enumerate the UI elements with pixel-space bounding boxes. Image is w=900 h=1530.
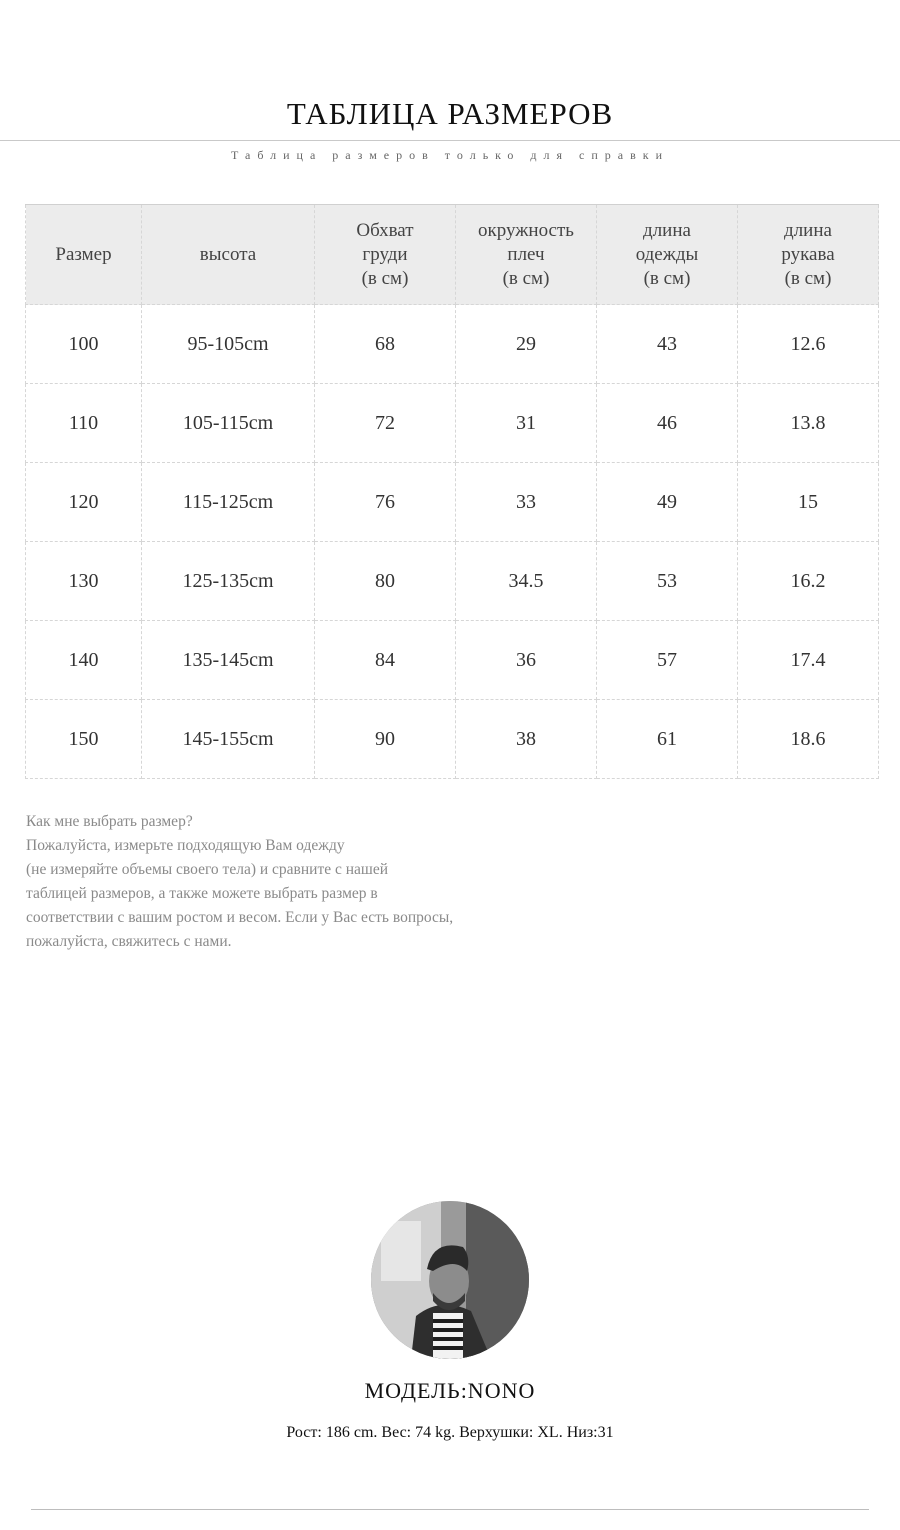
cell-length: 43 [597, 305, 738, 384]
help-line: (не измеряйте объемы своего тела) и сравните с нашей [26, 861, 389, 878]
header-sleeve: длина рукава (в см) [738, 205, 879, 305]
header-chest: Обхват груди (в см) [315, 205, 456, 305]
cell-length: 57 [597, 621, 738, 700]
header-shoulder: окружность плеч (в см) [456, 205, 597, 305]
table-row [26, 621, 879, 700]
cell-sleeve: 16.2 [738, 542, 879, 621]
size-table [25, 204, 879, 779]
cell-height: 115-125cm [142, 463, 315, 542]
table-row [26, 700, 879, 779]
cell-height: 145-155cm [142, 700, 315, 779]
table-row [26, 305, 879, 384]
cell-sleeve: 17.4 [738, 621, 879, 700]
help-line: соответствии с вашим ростом и весом. Если у Вас есть вопросы, [26, 909, 454, 926]
cell-length: 46 [597, 384, 738, 463]
model-photo [371, 1201, 529, 1359]
cell-sleeve: 18.6 [738, 700, 879, 779]
cell-shoulder: 31 [456, 384, 597, 463]
cell-chest: 80 [315, 542, 456, 621]
cell-chest: 76 [315, 463, 456, 542]
cell-chest: 84 [315, 621, 456, 700]
cell-shoulder: 34.5 [456, 542, 597, 621]
cell-shoulder: 33 [456, 463, 597, 542]
cell-shoulder: 38 [456, 700, 597, 779]
page-subtitle: Таблица размеров только для справки [230, 148, 670, 162]
cell-length: 49 [597, 463, 738, 542]
page-title: ТАБЛИЦА РАЗМЕРОВ [286, 96, 614, 131]
cell-height: 95-105cm [142, 305, 315, 384]
cell-sleeve: 12.6 [738, 305, 879, 384]
cell-length: 53 [597, 542, 738, 621]
cell-height: 135-145cm [142, 621, 315, 700]
table-row [26, 542, 879, 621]
cell-height: 105-115cm [142, 384, 315, 463]
cell-height: 125-135cm [142, 542, 315, 621]
size-help-text [26, 810, 626, 954]
table-row [26, 384, 879, 463]
model-stats: Рост: 186 cm. Вес: 74 kg. Верхушки: XL. Низ:31 [286, 1424, 614, 1441]
cell-size: 150 [26, 700, 142, 779]
cell-chest: 72 [315, 384, 456, 463]
cell-size: 100 [26, 305, 142, 384]
cell-shoulder: 36 [456, 621, 597, 700]
cell-sleeve: 13.8 [738, 384, 879, 463]
help-heading: Как мне выбрать размер? [26, 813, 193, 830]
header-length: длина одежды (в см) [597, 205, 738, 305]
cell-size: 120 [26, 463, 142, 542]
cell-chest: 68 [315, 305, 456, 384]
help-line: пожалуйста, свяжитесь с нами. [26, 933, 232, 950]
cell-size: 140 [26, 621, 142, 700]
table-row [26, 463, 879, 542]
cell-sleeve: 15 [738, 463, 879, 542]
model-photo-illustration [371, 1201, 529, 1359]
cell-length: 61 [597, 700, 738, 779]
help-line: Пожалуйста, измерьте подходящую Вам одежду [26, 837, 345, 854]
header-height: высота [142, 205, 315, 305]
help-line: таблицей размеров, а также можете выбрать размер в [26, 885, 378, 902]
header-size: Размер [26, 205, 142, 305]
bottom-divider [31, 1509, 869, 1510]
title-divider [0, 140, 900, 141]
cell-shoulder: 29 [456, 305, 597, 384]
cell-chest: 90 [315, 700, 456, 779]
model-name: МОДЕЛЬ:NONO [364, 1378, 536, 1403]
cell-size: 130 [26, 542, 142, 621]
table-header-row [26, 205, 879, 305]
cell-size: 110 [26, 384, 142, 463]
